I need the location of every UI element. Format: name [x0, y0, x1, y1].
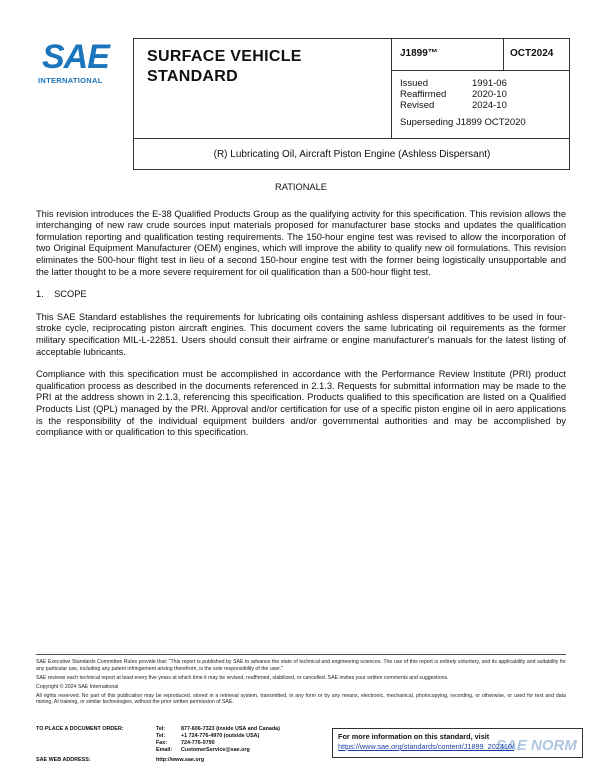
web-label: SAE WEB ADDRESS: — [36, 757, 91, 763]
history-label: Issued — [400, 78, 428, 89]
sae-logo — [38, 40, 128, 92]
title-line-2: STANDARD — [147, 68, 238, 85]
compliance-paragraph: Compliance with this specification must be accomplished in accordance with the Performance Review Institute (PRI) product qualification process as described in the documents referenced in 2.1.3. Requests for submittal information may be made to the PRI at the address shown in 2.1.3, referencing this specification. Products qualified to this specification are listed on a Qualified Products List (QPL) managed by the PRI. Approval and/or certification for use of a specific piston engine oil in aero applications is the responsibility of the individual equipment builders and/or governmental authorities and may be accomplished by compliance with or qualification to this specification. — [36, 369, 566, 438]
footer-copyright: Copyright © 2024 SAE International — [36, 683, 119, 690]
email-link[interactable]: CustomerService@sae.org — [181, 747, 250, 754]
footer-rules: SAE Executive Standards Committee Rules provide that: “This report is published by SAE to advance the state of technical and engineering sciences. The use of this report is entirely voluntary, and its applicability and suitability for any particular use, including any patent infringement arising therefrom, is the sole responsibility of the user.” — [36, 659, 566, 672]
title-line-1: SURFACE VEHICLE — [147, 48, 302, 65]
logo-subtext: INTERNATIONAL — [38, 76, 103, 85]
document-type — [134, 39, 392, 138]
watermark-logo: SAE NORM — [496, 737, 577, 754]
order-label: TO PLACE A DOCUMENT ORDER: — [36, 726, 124, 732]
document-subtitle: (R) Lubricating Oil, Aircraft Piston Engine (Ashless Dispersant) — [134, 138, 570, 170]
document-body — [36, 182, 566, 450]
contact-value: +1 724-776-4970 (outside USA) — [181, 733, 260, 740]
contact-key: Fax: — [156, 740, 168, 747]
contact-row — [36, 740, 280, 747]
rationale-heading: RATIONALE — [274, 182, 327, 192]
web-address-row — [36, 757, 204, 764]
contact-key: Tel: — [156, 726, 166, 732]
contact-row — [36, 747, 280, 754]
footer-rights: All rights reserved. No part of this publication may be reproduced, stored in a retrieval system, transmitted, in any form or by any means, electronic, mechanical, photocopying, recording, or otherwise, or used for text and data mining, AI training, or similar technologies, without the prior written permission of SAE. — [36, 692, 566, 706]
contact-row — [36, 726, 280, 733]
contact-value: 724-776-0790 — [181, 740, 215, 747]
issue-date: OCT2024 — [504, 39, 570, 71]
contact-key: Tel: — [156, 733, 166, 740]
document-number: J1899™ — [392, 39, 504, 71]
history-label: Reaffirmed — [400, 89, 447, 100]
history-label: Revised — [400, 100, 435, 111]
contact-row — [36, 733, 280, 740]
history-row — [400, 89, 570, 100]
standard-url-link[interactable]: https://www.sae.org/standards/content/J1899_202410/ — [338, 742, 515, 751]
contact-key: Email: — [156, 747, 173, 754]
history-value: 2024-10 — [472, 100, 507, 111]
contact-value: 877-606-7323 (inside USA and Canada) — [181, 726, 280, 732]
revision-history — [392, 71, 570, 138]
history-value: 2020-10 — [472, 89, 507, 100]
footer-review: SAE reviews each technical report at least every five years at which time it may be revised, reaffirmed, stabilized, or cancelled. SAE invites your written comments and suggestions. — [36, 674, 449, 681]
order-contacts — [36, 726, 280, 754]
history-value: 1991-06 — [472, 78, 507, 89]
footer-divider — [36, 654, 566, 655]
scope-paragraph: This SAE Standard establishes the requirements for lubricating oils containing ashless dispersant additives to be used in four-stroke cycle, reciprocating piston aircraft engines. This document covers the same lubricating oil requirements as the former military specification MIL-L-22851. Users should consult their airframe or engine manufacturer's manuals for the latest listing of acceptable lubricants. — [36, 311, 566, 357]
web-address-link[interactable]: http://www.sae.org — [156, 757, 205, 763]
rationale-paragraph: This revision introduces the E-38 Qualified Products Group as the qualifying activity for this specification. This revision allows the interchanging of new raw crude sources input materials proposed for manufacturer base stocks and updates the qualification formulation reporting and qualification testing requirements. The 150-hour engine test was revised to allow the incorporation of two Original Equipment Manufacturer (OEM) engines, which will improve the ability to qualify new oil formulations. This revision eliminates the 500-hour flight test in lieu of a second 150-hour engine test with the former being logistically unsupportable and the latter thought to be a more severe requirement for oil qualification than a 500-hour flight test. — [36, 208, 566, 277]
more-info-title: For more information on this standard, visit — [338, 732, 490, 741]
legal-footer — [36, 659, 566, 709]
history-row — [400, 100, 570, 111]
logo-mark: SAE — [42, 38, 109, 76]
document-header — [133, 38, 570, 170]
superseding-note: Superseding J1899 OCT2020 — [400, 117, 526, 128]
history-row — [400, 78, 570, 89]
scope-heading: 1. SCOPE — [36, 289, 87, 300]
